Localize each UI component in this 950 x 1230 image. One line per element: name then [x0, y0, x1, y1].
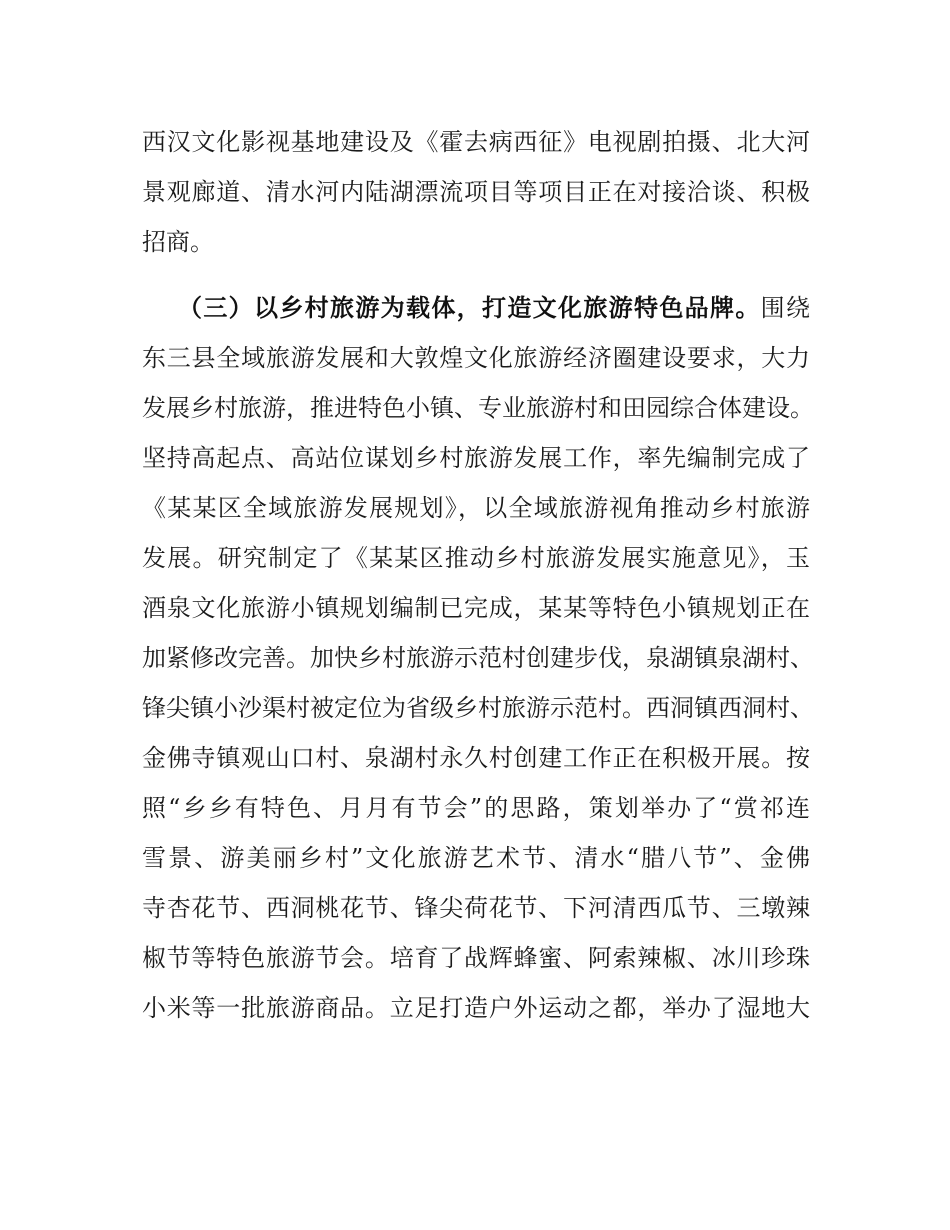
paragraph-2-line: 坚持高起点、高站位谋划乡村旅游发展工作，率先编制完成了: [142, 444, 810, 472]
paragraph-2-line: 金佛寺镇观山口村、泉湖村永久村创建工作正在积极开展。按: [142, 744, 810, 772]
paragraph-2-line: 寺杏花节、西洞桃花节、锋尖荷花节、下河清西瓜节、三墩辣: [142, 894, 810, 922]
paragraph-2-line: 加紧修改完善。加快乡村旅游示范村创建步伐，泉湖镇泉湖村、: [142, 644, 814, 672]
paragraph-2-first-line: [178, 288, 810, 328]
paragraph-1-line-1: 西汉文化影视基地建设及《霍去病西征》电视剧拍摄、北大河: [142, 128, 810, 156]
paragraph-2-line: 锋尖镇小沙渠村被定位为省级乡村旅游示范村。西洞镇西洞村、: [142, 694, 814, 722]
paragraph-2-line: 小米等一批旅游商品。立足打造户外运动之都，举办了湿地大: [142, 994, 810, 1022]
paragraph-2-line: 《某某区全域旅游发展规划》，以全域旅游视角推动乡村旅游: [142, 494, 810, 522]
paragraph-2-line: 酒泉文化旅游小镇规划编制已完成，某某等特色小镇规划正在: [142, 594, 810, 622]
paragraph-2-line: 发展乡村旅游，推进特色小镇、专业旅游村和田园综合体建设。: [142, 394, 814, 422]
paragraph-2-line: 照“乡乡有特色、月月有节会”的思路，策划举办了“赏祁连: [142, 794, 810, 822]
paragraph-2-line: 椒节等特色旅游节会。培育了战辉蜂蜜、阿索辣椒、冰川珍珠: [142, 944, 810, 972]
paragraph-2-line: 雪景、游美丽乡村”文化旅游艺术节、清水“腊八节”、金佛: [142, 844, 810, 872]
paragraph-2-line: 东三县全域旅游发展和大敦煌文化旅游经济圈建设要求，大力: [142, 344, 810, 372]
paragraph-2-first-line-text: 围绕: [760, 294, 811, 322]
paragraph-1-line-2: 景观廊道、清水河内陆湖漂流项目等项目正在对接洽谈、积极: [142, 178, 810, 206]
paragraph-2-line: 发展。研究制定了《某某区推动乡村旅游发展实施意见》，玉: [142, 544, 810, 572]
section-heading: （三）以乡村旅游为载体，打造文化旅游特色品牌。: [178, 294, 761, 322]
paragraph-1-line-3: 招商。: [142, 228, 214, 256]
